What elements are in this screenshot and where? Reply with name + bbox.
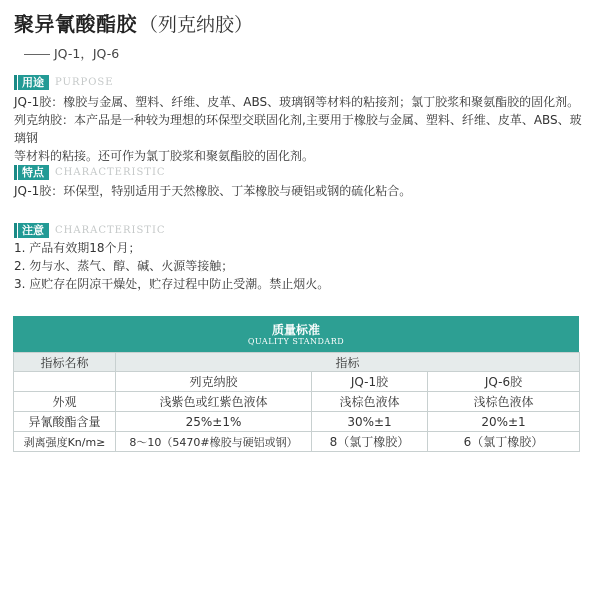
section-bar [14,223,17,238]
quality-standard-table [13,316,579,452]
section-header-features [14,164,166,180]
features-text [14,182,584,200]
header-cell-name: 指标名称 [14,353,116,372]
product-cell: 列克纳胶 [116,372,312,392]
section-bar [14,75,17,90]
table-header-row [14,353,580,372]
purpose-line: 等材料的粘接。还可作为氯丁胶浆和聚氨酯胶的固化剂。 [14,149,315,163]
table-row [14,432,580,452]
model-subtitle [24,44,119,62]
value-cell: 6（氯丁橡胶） [428,432,580,452]
product-row [14,372,580,392]
dash-decoration [24,54,50,55]
empty-cell [14,372,116,392]
section-tag-purpose: 用途 [18,75,49,90]
purpose-line: JQ-1胶：橡胶与金属、塑料、纤维、皮革、ABS、玻璃钢等材料的粘接剂；氯丁胶浆和聚氨酯胶的固化剂。 [14,95,580,109]
title-main: 聚异氰酸酯胶 [14,12,137,36]
features-line: JQ-1胶：环保型，特别适用于天然橡胶、丁苯橡胶与硬铝或钢的硫化粘合。 [14,184,412,198]
notes-text [14,239,584,293]
subtitle-text: JQ-1，JQ-6 [54,46,120,61]
standards-table [13,352,580,452]
section-header-purpose [14,74,114,90]
value-cell: 30%±1 [312,412,428,432]
section-header-notes [14,222,166,238]
header-cell-value: 指标 [116,353,580,372]
table-title-en: QUALITY STANDARD [247,337,345,346]
notes-line: 3. 应贮存在阴凉干燥处，贮存过程中防止受潮。禁止烟火。 [14,277,330,291]
value-cell: 8～10（5470#橡胶与硬铝或钢） [116,432,312,452]
value-cell: 25%±1% [116,412,312,432]
notes-line: 1. 产品有效期18个月； [14,241,141,255]
row-name: 异氰酸酯含量 [14,412,116,432]
section-tag-notes: 注意 [18,223,49,238]
row-name: 外观 [14,392,116,412]
section-bar [14,165,17,180]
value-cell: 浅紫色或红紫色液体 [116,392,312,412]
row-name: 剥离强度Kn/m≥ [14,432,116,452]
table-row [14,392,580,412]
purpose-text [14,93,584,165]
value-cell: 8（氯丁橡胶） [312,432,428,452]
product-cell: JQ-6胶 [428,372,580,392]
product-cell: JQ-1胶 [312,372,428,392]
section-en-notes: CHARACTERISTIC [55,224,166,236]
table-row [14,412,580,432]
value-cell: 浅棕色液体 [428,392,580,412]
section-tag-features: 特点 [18,165,49,180]
table-title-bar [13,316,579,352]
section-en-features: CHARACTERISTIC [55,166,166,178]
page-title [14,8,253,37]
purpose-line: 列克纳胶：本产品是一种较为理想的环保型交联固化剂,主要用于橡胶与金属、塑料、纤维、皮革、ABS、玻璃钢 [14,113,582,145]
title-sub: （列克纳胶） [139,14,254,36]
section-en-purpose: PURPOSE [55,76,114,88]
table-title: 质量标准 [271,323,320,337]
value-cell: 20%±1 [428,412,580,432]
value-cell: 浅棕色液体 [312,392,428,412]
notes-line: 2. 勿与水、蒸气、醇、碱、火源等接触； [14,259,234,273]
